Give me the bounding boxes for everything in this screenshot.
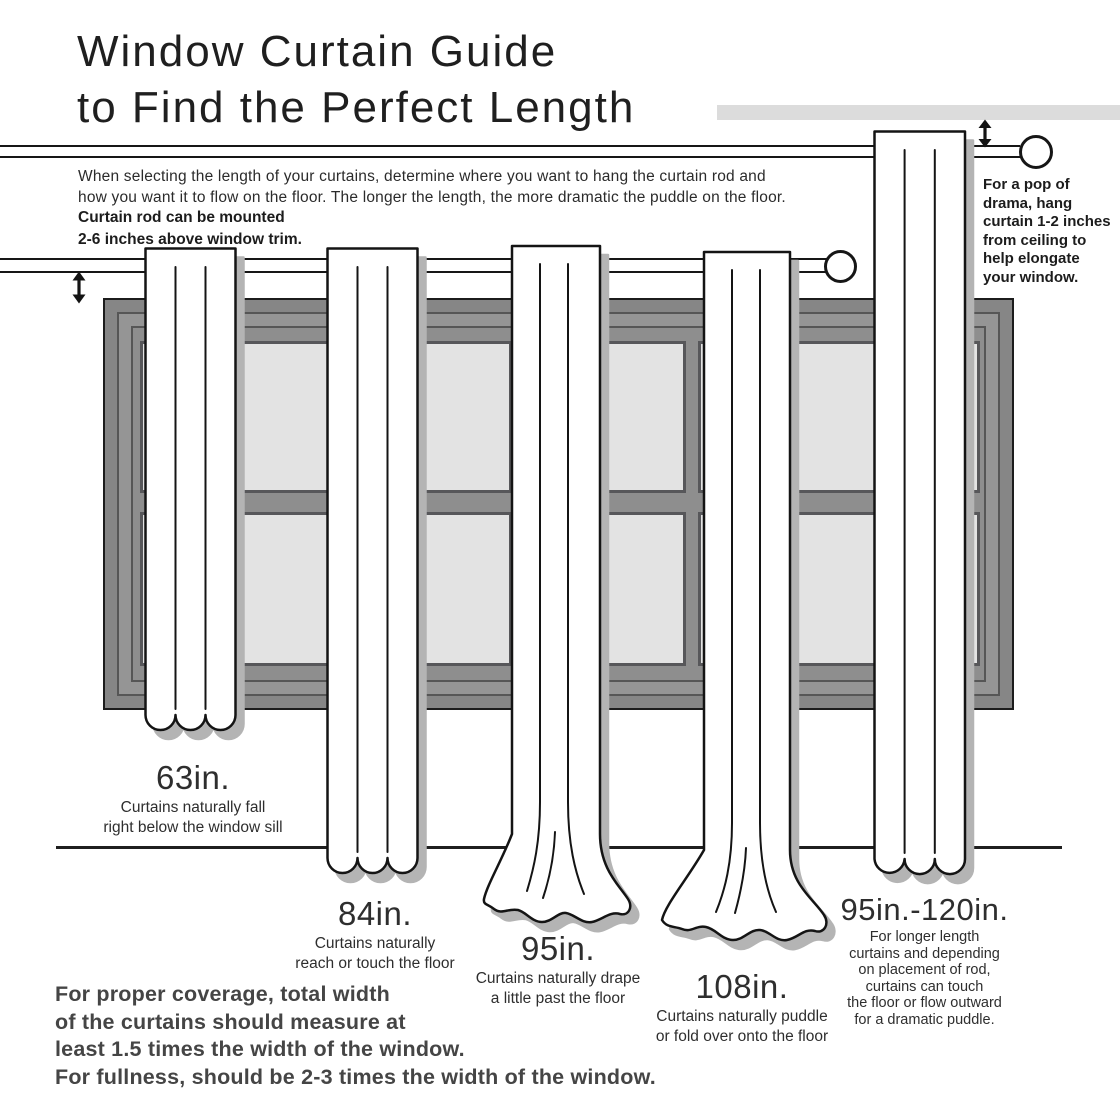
rod-finial-upper [1019,135,1053,169]
ceiling-gap-arrow-icon [973,119,997,148]
curtain-63in-label [83,760,303,838]
curtain-108in-length: 108in. [695,968,789,1005]
page-title-line2: to Find the Perfect Length [77,83,636,132]
curtain-108in-graphic [648,250,843,965]
curtain-84in-length: 84in. [337,895,413,932]
curtain-63in-length: 63in. [155,759,231,796]
mount-height-arrow-icon [67,271,91,304]
page-title-line1: Window Curtain Guide [77,27,558,76]
curtain-108in-description: Curtains naturally puddle or fold over onto the floor [655,1008,829,1045]
coverage-note: For proper coverage, total width of the curtains should measure at least 1.5 times the width of the window. For fullness, should be 2-3 times the width of the window. [55,982,656,1089]
rod-mount-note: Curtain rod can be mounted 2-6 inches above window trim. [78,209,302,248]
curtain-95in-graphic [478,244,643,934]
curtain-95-120in-description: For longer length curtains and depending on placement of rod, curtains can touch the floor or flow outward for a dramatic puddle. [847,929,1002,1028]
intro-text: When selecting the length of your curtains, determine where you want to hang the curtain rod and how you want it to flow on the floor. The longer the length, the more dramatic the puddle on the floor. [78,168,786,206]
ceiling-drama-note: For a pop of drama, hang curtain 1-2 inches from ceiling to help elongate your window. [983,176,1111,286]
curtain-95-120in-label [812,893,1037,1028]
curtain-95-120in-graphic [873,130,979,895]
curtain-rod-upper [0,145,1020,158]
curtain-95in-description: Curtains naturally drape a little past the floor [475,970,641,1007]
page-title [77,24,635,136]
curtain-63in-graphic [144,247,250,747]
curtain-84in-graphic [326,247,432,897]
curtain-84in-description: Curtains naturally reach or touch the floor [295,935,455,972]
curtain-95in-length: 95in. [520,930,596,967]
curtain-63in-description: Curtains naturally fall right below the window sill [103,799,283,836]
curtain-95-120in-length: 95in.-120in. [840,892,1009,927]
ceiling-bar [717,105,1120,120]
